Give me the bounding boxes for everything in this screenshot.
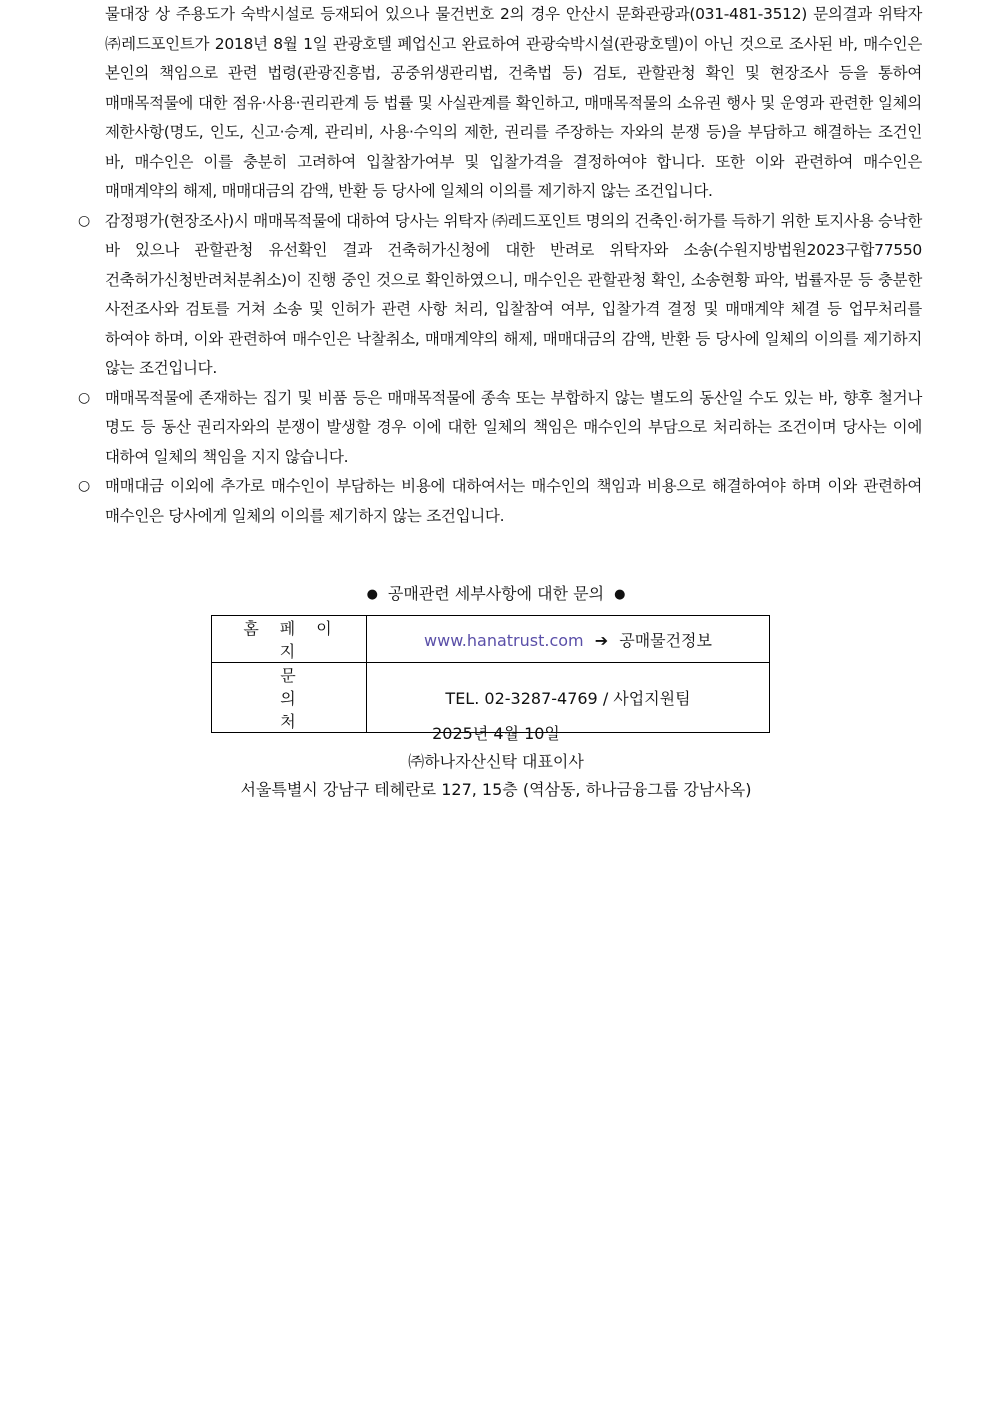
footer: [0, 720, 992, 804]
inquiry-label: 문의처: [212, 663, 367, 733]
arrow-right-icon: ➔: [594, 630, 609, 650]
homepage-link[interactable]: www.hanatrust.com: [424, 630, 584, 650]
company-address: 서울특별시 강남구 테헤란로 127, 15층 (역삼동, 하나금융그룹 강남사옥): [240, 780, 752, 799]
paragraph-text: 감정평가(현장조사)시 매매목적물에 대하여 당사는 위탁자 ㈜레드포인트 명의의 건축인·허가를 득하기 위한 토지사용 승낙한 바 있으나 관할관청 유선확인 결과 건축허가신청에 대한 반려로 위탁자와 소송(수원지방법원2023구합77550 건축허가신청반려처분취소)이 진행 중인 것으로 확인하였으니, 매수인은 관할관청 확인, 소송현황 파악, 법률자문 등 충분한 사전조사와 검토를 거쳐 소송 및 인허가 관련 사항 처리, 입찰참여 여부, 입찰가격 결정 및 매매계약 체결 등 업무처리를 하여야 하며, 이와 관련하여 매수인은 낙찰취소, 매매계약의 해제, 매매대금의 감액, 반환 등 당사에 일체의 이의를 제기하지 않는 조건입니다.: [105, 211, 922, 377]
bullet-circle-icon: ○: [78, 212, 90, 229]
contact-heading: [0, 580, 992, 609]
notice-paragraph-4: [78, 472, 922, 531]
inquiry-value: TEL. 02-3287-4769 / 사업지원팀: [367, 663, 770, 733]
paragraph-text: 물대장 상 주용도가 숙박시설로 등재되어 있으나 물건번호 2의 경우 안산시 문화관광과(031-481-3512) 문의결과 위탁자 ㈜레드포인트가 2018년 8월 1일 관광호텔 폐업신고 완료하여 관광숙박시설(관광호텔)이 아닌 것으로 조사된 바, 매수인은 본인의 책임으로 관련 법령(관광진흥법, 공중위생관리법, 건축법 등) 검토, 관할관청 확인 및 현장조사 등을 통하여 매매목적물에 대한 점유·사용·권리관계 등 법률 및 사실관계를 확인하고, 매매목적물의 소유권 행사 및 운영과 관련한 일체의 제한사항(명도, 인도, 신고·승계, 관리비, 사용·수익의 제한, 권리를 주장하는 자와의 분쟁 등)을 부담하고 해결하는 조건인 바, 매수인은 이를 충분히 고려하여 입찰참가여부 및 입찰가격을 결정하여야 합니다. 또한 이와 관련하여 매수인은 매매계약의 해제, 매매대금의 감액, 반환 등 당사에 일체의 이의를 제기하지 않는 조건입니다.: [105, 5, 922, 200]
notice-paragraph-3: [78, 384, 922, 473]
paragraph-text: 매매목적물에 존재하는 집기 및 비품 등은 매매목적물에 종속 또는 부합하지 않는 별도의 동산일 수도 있는 바, 향후 철거나 명도 등 동산 권리자와의 분쟁이 발생할 경우 이에 대한 일체의 책임은 매수인의 부담으로 처리하는 조건이며 당사는 이에 대하여 일체의 책임을 지지 않습니다.: [105, 388, 922, 466]
paragraph-text: 매매대금 이외에 추가로 매수인이 부담하는 비용에 대하여서는 매수인의 책임과 비용으로 해결하여야 하며 이와 관련하여 매수인은 당사에게 일체의 이의를 제기하지 않는 조건입니다.: [105, 477, 922, 525]
homepage-label: 홈페이지: [212, 616, 367, 663]
homepage-cell: [367, 616, 770, 663]
notice-body: [78, 0, 922, 531]
contact-heading-text: 공매관련 세부사항에 대한 문의: [387, 584, 605, 603]
contact-table: [211, 615, 770, 733]
bullet-dot-icon: ●: [614, 587, 626, 602]
issue-date: 2025년 4월 10일: [432, 724, 560, 743]
bullet-dot-icon: ●: [366, 587, 378, 602]
bullet-circle-icon: ○: [78, 478, 90, 494]
bullet-circle-icon: ○: [78, 389, 90, 406]
homepage-destination: 공매물건정보: [619, 630, 712, 650]
company-signature: ㈜하나자산신탁 대표이사: [408, 752, 584, 771]
notice-paragraph-1: [78, 0, 922, 207]
table-row: [212, 616, 770, 663]
notice-paragraph-2: [78, 207, 922, 384]
